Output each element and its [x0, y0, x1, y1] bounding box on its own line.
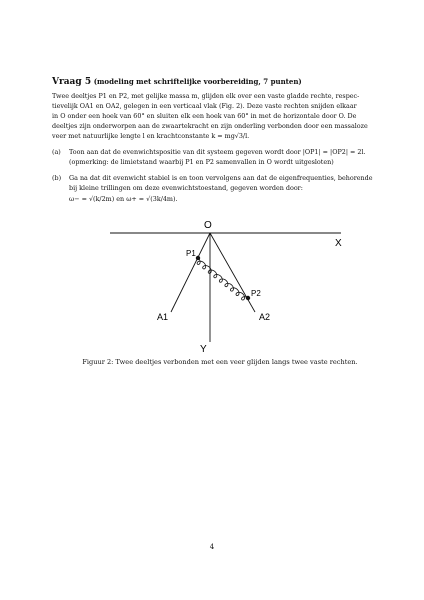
label-a2: A2: [259, 312, 271, 322]
intro-line: in O onder een hoek van 60° en sluiten elk een hoek van 60° in met de horizontale door O. De: [52, 112, 357, 120]
label-x: X: [335, 238, 342, 249]
intro-line: tievelijk OA1 en OA2, gelegen in een verticaal vlak (Fig. 2). Deze vaste rechten snijden elkaar: [52, 102, 357, 110]
particle-p1: [196, 256, 200, 260]
label-a1: A1: [157, 312, 169, 322]
formula-connector: en: [116, 195, 125, 204]
label-y: Y: [200, 344, 207, 355]
intro-line: Twee deeltjes P1 en P2, met gelijke massa m, glijden elk over een vaste gladde rechte, respec-: [52, 92, 360, 100]
intro-line: veer met natuurlijke lengte l en krachtconstante k = mg√3/l.: [52, 132, 250, 140]
question-subtitle: (modeling met schriftelijke voorbereiding, 7 punten): [93, 77, 302, 86]
subquestion-line: Toon aan dat de evenwichtspositie van dit systeem gegeven wordt door |OP1| = |OP2| = 2l.: [69, 148, 366, 156]
subquestion-label: (a): [52, 148, 61, 156]
omega-minus: ω− = √(k/2m): [69, 195, 115, 204]
label-o: O: [204, 220, 212, 231]
subquestion-line: (opmerking: de limietstand waarbij P1 en P2 samenvallen in O wordt uitgesloten): [69, 157, 334, 166]
spring: [197, 258, 248, 300]
label-p2: P2: [251, 289, 261, 298]
subquestion-line: bij kleine trillingen om deze evenwichtstoestand, gegeven worden door:: [69, 183, 303, 192]
particle-p2: [246, 296, 250, 300]
intro-line: deeltjes zijn onderworpen aan de zwaartekracht en zijn onderling verbonden door een massaloze: [52, 122, 368, 130]
figure-caption: Figuur 2: Twee deeltjes verbonden met een veer glijden langs twee vaste rechten.: [82, 358, 358, 366]
line-oa1: [171, 233, 210, 312]
label-p1: P1: [186, 249, 196, 258]
page-number: 4: [209, 543, 215, 551]
subquestion-label: (b): [52, 174, 62, 182]
omega-plus: ω+ = √(3k/4m).: [126, 195, 178, 204]
subquestion-line: Ga na dat dit evenwicht stabiel is en toon vervolgens aan dat de eigenfrequenties, behorende: [69, 174, 373, 182]
question-number: Vraag 5: [52, 77, 92, 87]
